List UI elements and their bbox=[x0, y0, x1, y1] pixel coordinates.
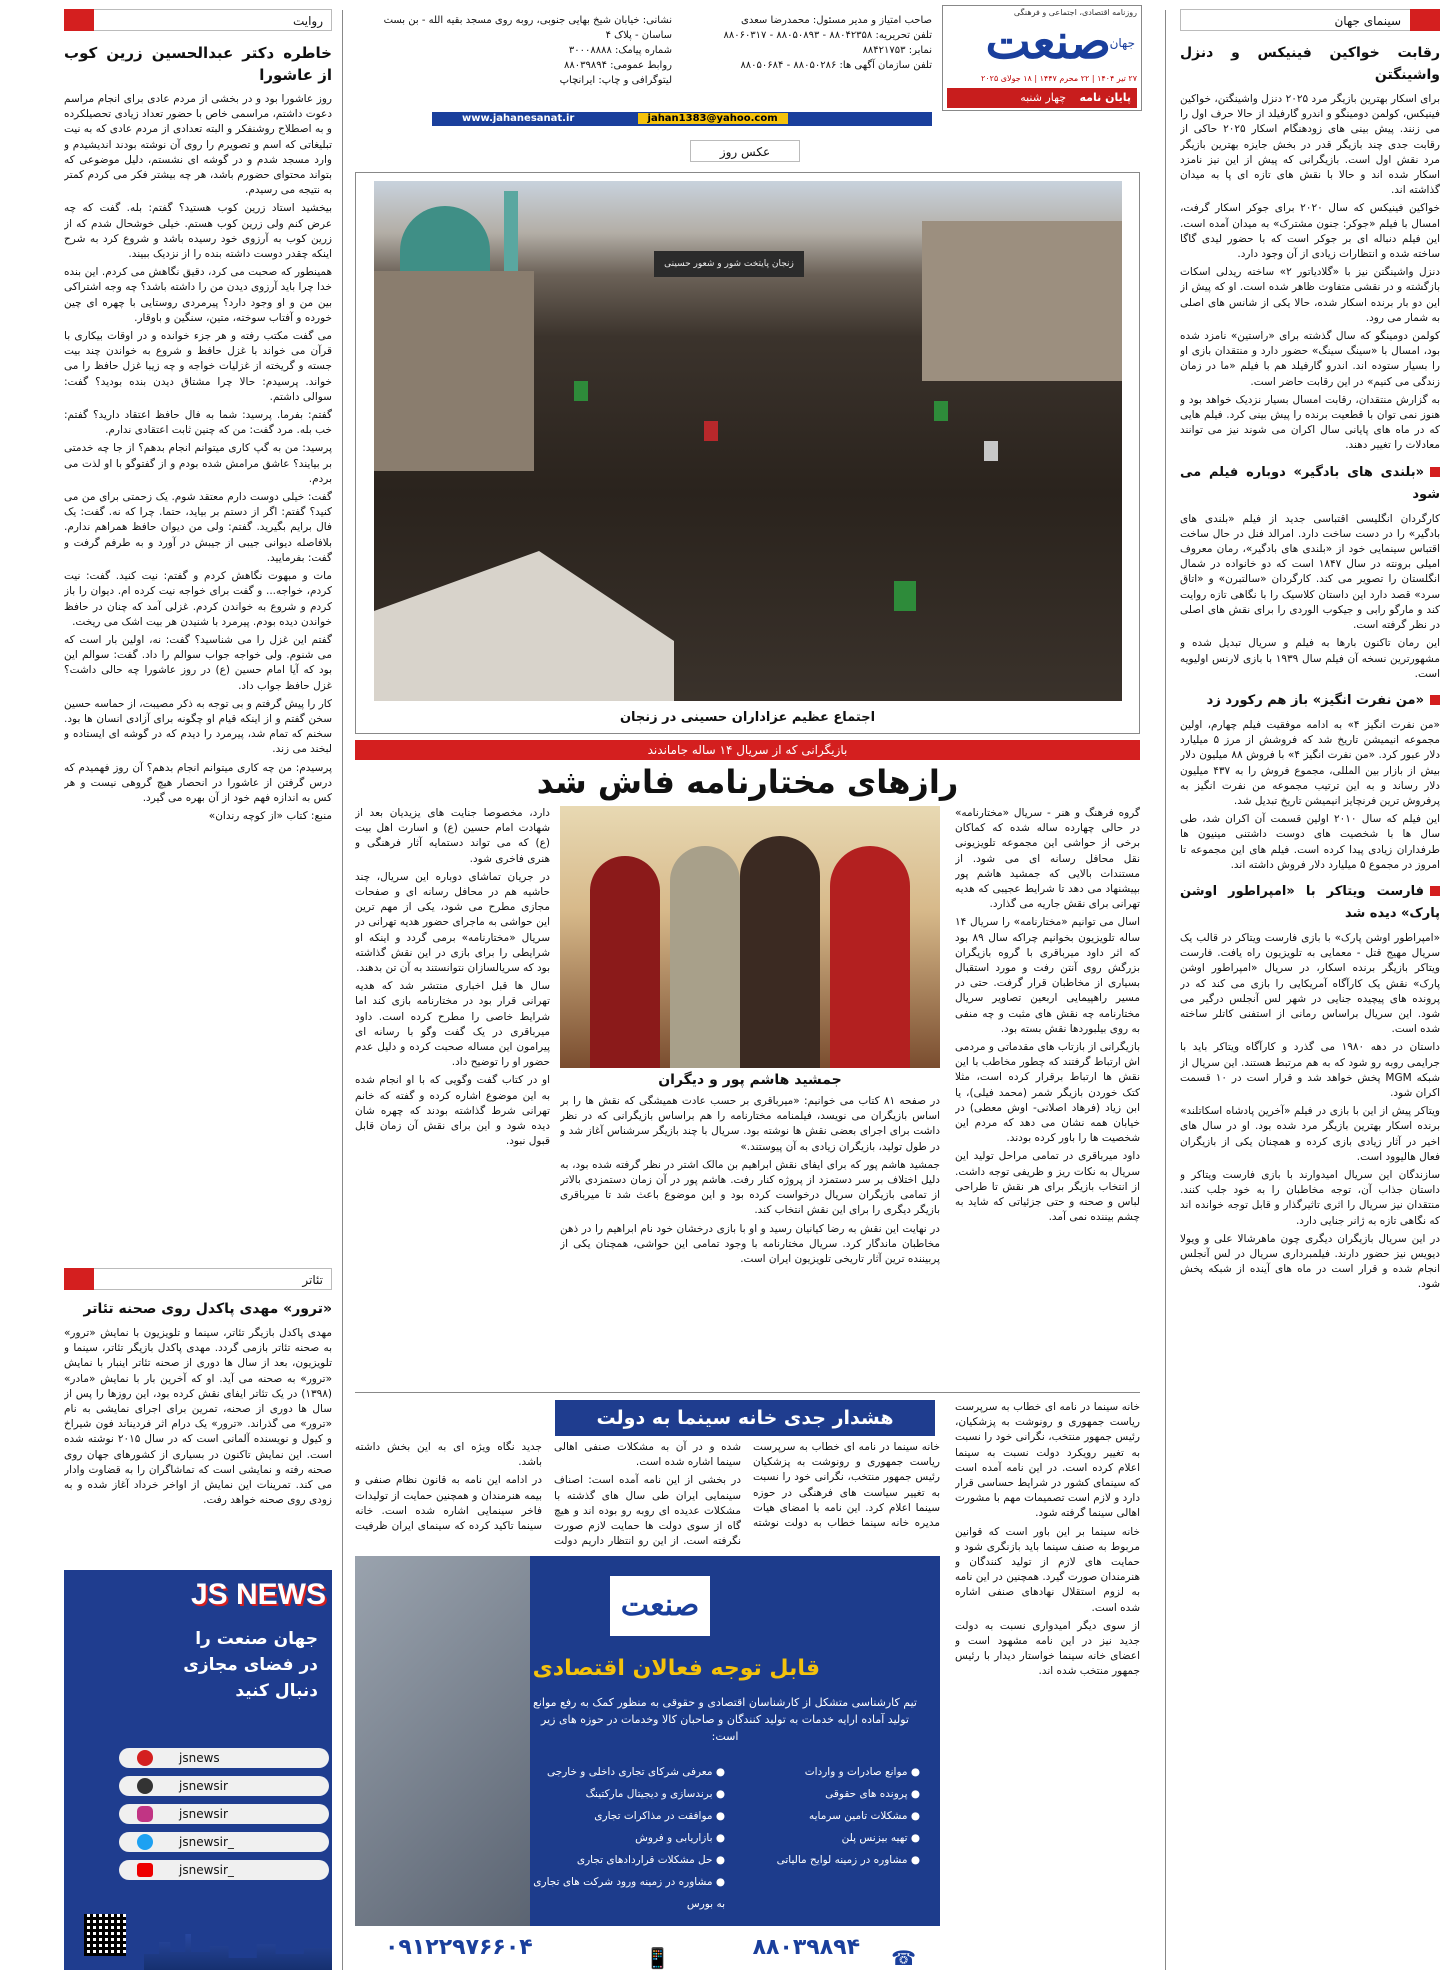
phone-icon: ☎ bbox=[891, 1946, 916, 1970]
jsnews-ad-logo bbox=[191, 1578, 326, 1612]
column-divider bbox=[1165, 10, 1166, 1970]
article-paragraph: منبع: کتاب «از کوچه رندان» bbox=[208, 810, 332, 823]
service-item: ● بازاریابی و فروش bbox=[635, 1832, 725, 1844]
services-ad-phone1[interactable]: ۸۸۰۳۹۸۹۴ bbox=[752, 1935, 860, 1960]
section-tag-label: روایت bbox=[292, 14, 323, 28]
flag-icon bbox=[574, 381, 588, 401]
story-paragraph: او در کتاب گفت وگویی که با او انجام شده به این موضوع اشاره کرده و گفته که خانم تهرانی شرط گذاشته بودند که چهره شان دیده شود و این برای نقش آن زمان قابل قبول نبود. bbox=[355, 1074, 550, 1148]
service-item: ● مشاوره در زمینه لوایح مالیاتی bbox=[776, 1854, 920, 1866]
story-paragraph: در نهایت این نقش به رضا کیانیان رسید و او با بازی درخشان خود نام ابراهیم را در ذهن مخاطبان ماندگار کرد. سریال مختارنامه با وجود تمامی این حواشی، همچنان یکی از پربیننده ترین آثار تاریخی تلویزیون ایران است. bbox=[560, 1222, 940, 1266]
article-paragraph: پرسیدم: من چه کاری میتوانم انجام بدهم؟ آن روز فهمیدم که درس گرفتن از عاشورا در انحصار هیچ گروهی نیست و هر کس به اندازه فهم خود از آن بهره می گیرد. bbox=[64, 761, 332, 804]
service-item: ● پرونده های حقوقی bbox=[825, 1788, 920, 1800]
theater-column bbox=[64, 1294, 332, 1550]
warning-story-body bbox=[355, 1440, 940, 1550]
services-ad-phone2[interactable]: ۰۹۱۲۲۹۷۶۶۰۴ bbox=[385, 1935, 533, 1960]
section-tag-marker bbox=[1410, 9, 1440, 31]
divider bbox=[355, 1392, 1140, 1393]
section-tag-label: تئاتر bbox=[302, 1273, 323, 1287]
photo-frame bbox=[355, 172, 1140, 734]
article-paragraph: می گفت مکتب رفته و هر جزء خوانده و در اوقات بیکاری با قرآن می خواند با غزل حافظ و شروع به خواندن چند بیت جسته و گریخته از غزلیات خواجه و چه زیبا غزل حافظ را می خواند. پرسیدم: حالا چرا مشتاق دیدن بنده بودید؟ گفت: سوالی داشتم. bbox=[64, 330, 332, 403]
story-paragraph: بازیگرانی از بازتاب های مقدماتی و مردمی اش ارتباط گرفتند که چطور مخاطب با این نقش ها ارتباط برقرار کرده است، مثلا کتک خوردن بازیگر شمر (محمد فیلی)، یا ابن زیاد (فرهاد اصلانی- اوش معطی) در خیابان همه نشان می دهد که مردم این شخصیت ها را باور کرده بودند. bbox=[955, 1041, 1140, 1145]
skyline-graphic bbox=[144, 1930, 332, 1970]
flag-icon bbox=[934, 401, 948, 421]
article-paragraph: روز عاشورا بود و در بخشی از مردم عادی برای انجام مراسم دعوت داشتم، مراسمی خاص با حضور تعداد زیادی تحصیلکرده و به اصطلاح روشنفکر و البته تعدادی از مردم عادی که به نیت تبلیغاتی که اسم و تصویرم را روی آن نوشته بودند اندیشیدم و وارد مسجد شدم و در گوشه ای نشستم، دلیل موضوعی که بتواند محتوای حضورم باشد، هر چه بیشتر فکر می کردم کمتر به نتیجه می رسیدم. bbox=[64, 93, 332, 197]
services-ad-title: قابل توجه فعالان اقتصادی bbox=[532, 1656, 820, 1681]
photo-tag-label: عکس روز bbox=[719, 145, 771, 159]
page-label bbox=[947, 88, 1137, 108]
article-paragraph: مات و مبهوت نگاهش کردم و گفتم: نیت کنید. گفت: نیت کردم، خواجه... و گفت برای خواجه نیت کرده ام. دیوان را باز کردم و شروع به خواندن کردم. غزلی آمد که چنان در حافظ خواندن دیده بودم. پیرمرد با شنیدن هر بیت اشک می ریخت. bbox=[64, 570, 332, 628]
instagram-icon bbox=[137, 1806, 153, 1822]
flag-icon bbox=[984, 441, 998, 461]
service-item: ● حل مشکلات قراردادهای تجاری bbox=[576, 1854, 725, 1866]
main-story-title: رازهای مختارنامه فاش شد bbox=[536, 763, 959, 801]
rooftop-foreground bbox=[374, 551, 674, 701]
qr-code-icon bbox=[84, 1914, 126, 1956]
service-item: ● مشکلات تامین سرمایه bbox=[809, 1810, 920, 1822]
twitter-icon bbox=[137, 1834, 153, 1850]
address-line: نشانی: خیابان شیخ بهایی جنوبی، روبه روی مسجد بقیه الله - بن بست ساسان - پلاک ۴ bbox=[383, 15, 672, 41]
story-subtitle: جمشید هاشم پور و دیگران bbox=[658, 1072, 842, 1088]
main-story-col-right bbox=[955, 806, 1140, 1386]
jsnews-ad-line1: جهان صنعت را bbox=[195, 1629, 318, 1649]
social-handle: jsnewsir_ bbox=[179, 1863, 234, 1877]
warning-story-title: هشدار جدی خانه سینما به دولت پزشکیان bbox=[596, 1407, 894, 1465]
building-right bbox=[922, 221, 1122, 381]
article-title: «من نفرت انگیز» باز هم رکورد زد bbox=[1180, 690, 1440, 712]
email-link[interactable]: jahan1383@yahoo.com bbox=[638, 113, 788, 124]
story-paragraph: خانه سینما بر این باور است که قوانین مربوط به صنف سینما باید بازنگری شود و حمایت های لازم از تولید کنندگان و هنرمندان صورت گیرد. همچنین در این نامه به لزوم استقلال نهادهای صنفی اشاره شده است. bbox=[955, 1525, 1140, 1614]
event-banner bbox=[654, 251, 804, 277]
social-link[interactable] bbox=[119, 1832, 329, 1852]
article-paragraph: کار را پیش گرفتم و بی توجه به ذکر مصیبت، از حماسه حسین سخن گفتم و از اینکه قیام او چگونه برای آزادی انسان ها بود. سخنم که تمام شد، پیرمرد را دیدم که در گوشه ای ایستاده و لبخند می زند. bbox=[64, 697, 332, 756]
event-banner-text: زنجان پایتخت شور و شعور حسینی bbox=[664, 259, 794, 269]
story-paragraph: داود میرباقری در تمامی مراحل تولید این سریال به نکات ریز و ظریفی توجه داشت. از انتخاب بازیگر برای هر نقش تا طراحی لباس و صحنه و حتی جزئیاتی که شاید به چشم بیننده نمی آمد. bbox=[955, 1150, 1140, 1224]
publisher-note: صاحب امتیاز و مدیر مسئول: محمدرضا سعدی bbox=[741, 15, 932, 26]
services-ad-photo bbox=[355, 1556, 530, 1926]
right-column bbox=[1180, 38, 1440, 1973]
main-story-col-left bbox=[560, 1094, 940, 1384]
article-paragraph: داستان در دهه ۱۹۸۰ می گذرد و کارآگاه ویتاکر باید با جرایمی روبه رو شود که به هم مرتبط هستند. این سریال از شبکه MGM پخش خواهد شد و قرار است در ۱۰ قسمت اکران شود. bbox=[1180, 1041, 1440, 1099]
social-link[interactable] bbox=[119, 1776, 329, 1796]
article-paragraph: گفتم این غزل را می شناسید؟ گفت: نه، اولین بار است که می شنوم. ولی خواجه جواب سوالم را داد. گفت: سوالم این بود که آیا امام حسین (ع) در روز عاشورا چه حالی داشت؟ غزل حافظ جواب داد. bbox=[64, 633, 332, 692]
article-paragraph: «من نفرت انگیز ۴» به ادامه موفقیت فیلم چهارم، اولین مجموعه انیمیشن تاریخ شد که فروشش از مرز ۵ میلیارد دلار عبور کرد. «من نفرت انگیز ۴» با فروش ۸۸ میلیون دلار بیش از بازار بین المللی، مجموع فروش را به ۴۳۷ میلیون دلار رساند و به این ترتیب مجموعه من نفرت انگیز به پرفروش ترین فرنچایز انیمیشن تاریخ تبدیل شد. bbox=[1180, 718, 1440, 807]
jsnews-ad-headline bbox=[183, 1626, 318, 1704]
masthead-info-left bbox=[357, 13, 672, 88]
story-paragraph: در صفحه ۸۱ کتاب می خوانیم: «میرباقری بر حسب عادت همیشگی که نقش ها را بر اساس بازیگران می نویسد، فیلمنامه مختارنامه را هم براساس بازیگرانی که در نظر داشت برای اجرای بعضی نقش ها نوشته بود. سریال با چند بازیگر سرشناس آغاز شد و در طول تولید، بازیگران زیادی به آن پیوستند.» bbox=[560, 1095, 940, 1153]
service-item: ● موافقت در مذاکرات تجاری bbox=[594, 1810, 725, 1822]
story-paragraph: سال ها قبل اخباری منتشر شد که هدیه تهرانی قرار بود در مختارنامه بازی کند اما شرایط خاصی را مطرح کرده است. داود میرباقری در یک گفت وگو با رسانه ای پیرامون این مساله صحبت کرده و دلیل عدم حضور او را توضیح داد. bbox=[355, 980, 550, 1069]
story-paragraph: دارد، مخصوصا جنایت های یزیدیان بعد از شهادت امام حسین (ع) و اسارت اهل بیت (ع) که می تواند دستمایه آثار فرهنگی و هنری فاخری شود. bbox=[355, 807, 550, 865]
section-tag-marker bbox=[64, 1268, 94, 1290]
jsnews-ad-line2: در فضای مجازی bbox=[183, 1655, 318, 1675]
main-story-col-middle bbox=[355, 806, 550, 1386]
service-item: ● برندسازی و دیجیتال مارکتینگ bbox=[585, 1788, 725, 1800]
fax-line: نمابر: ۸۸۴۲۱۷۵۳ bbox=[862, 45, 932, 56]
print-line: لیتوگرافی و چاپ: ایرانچاپ bbox=[559, 75, 672, 86]
column-divider bbox=[342, 10, 343, 1970]
service-item: ● مشاوره در زمینه ورود شرکت های تجاری به بورس bbox=[533, 1876, 725, 1910]
article-paragraph: به گزارش منتقدان، رقابت امسال بسیار نزدیک خواهد بود و هنوز نمی توان با قطعیت برنده را پیش بینی کرد. فیلم هایی که در ماه های پایانی سال اکران می شوند نیز می توانند معادلات را تغییر دهند. bbox=[1180, 393, 1440, 452]
article-paragraph: بیخشید استاد زرین کوب هستید؟ گفتم: بله. گفت که چه عرض کنم ولی زرین کوب هستم. خیلی خوشحال شدم که از زرین کوب به آرزوی خود رسیده باشد و شروع کرد به شرح اینکه چقدر دوست داشته بنده را از نزدیک ببیند. bbox=[64, 202, 332, 261]
article-paragraph: ویتاکر پیش از این با بازی در فیلم «آخرین پادشاه اسکاتلند» برنده اسکار بهترین بازیگر مرد شده بود. او در سال های اخیر در آثار زیادی بازی کرده و همچنان یکی از بازیگران فعال هالیوود است. bbox=[1180, 1105, 1440, 1163]
service-item: ● تهیه بیزنس پلن bbox=[841, 1832, 920, 1844]
youtube-icon bbox=[137, 1863, 153, 1877]
section-tag-world-cinema bbox=[1180, 9, 1440, 31]
article-paragraph: «امپراطور اوشن پارک» با بازی فارست ویتاکر در قالب یک سریال مهیج قتل - معمایی به تلویزیون راه یافت. فارست ویتاکر بازیگر برنده اسکار، در سریال «امپراطور اوشن پارک» نقش یک کارآگاه آمریکایی را بازی می کند که در پرونده های پیچیده جنایی در شهر لس آنجلس درگیر می شود. این سریال براساس رمانی از استفنی کاتلر ساخته شده است. bbox=[1180, 931, 1440, 1036]
article-paragraph: در این سریال بازیگران دیگری چون ماهرشالا علی و ویولا دیویس نیز حضور دارند. فیلمبرداری سریال در لس آنجلس انجام شده و قرار است در ماه های آینده از شبکه پخش شود. bbox=[1180, 1232, 1440, 1291]
section-tag-label: سینمای جهان bbox=[1334, 14, 1401, 28]
crowd-photo bbox=[374, 181, 1122, 701]
article-paragraph: برای اسکار بهترین بازیگر مرد ۲۰۲۵ دنزل واشینگتن، خواکین فینیکس، کولمن دومینگو و اندرو گارفیلد از حالا حرف اول را می زنند. پیش بینی های زودهنگام اسکار ۲۰۲۵ حاکی از رقابت جدی چند بازیگر قدر در بخش جایزه بهترین بازیگر مرد نقش اول است. بازیگرانی که پیش از این نیز نامزد اسکار شده اند و حالا با نقش های تازه ای پا به میدان گذاشته اند. bbox=[1180, 93, 1440, 197]
theater-title: «ترور» مهدی پاکدل روی صحنه تئاتر bbox=[83, 1301, 332, 1317]
jsnews-ad-links bbox=[119, 1740, 329, 1888]
services-ad-list-left bbox=[525, 1761, 725, 1915]
masthead-logo-sub: جهان bbox=[1109, 36, 1135, 50]
warning-story-side bbox=[955, 1400, 1140, 1970]
photo-caption: اجتماع عظیم عزاداران حسینی در زنجان bbox=[619, 710, 876, 725]
social-icon bbox=[137, 1750, 153, 1766]
social-link[interactable] bbox=[119, 1748, 329, 1768]
sms-line: شماره پیامک: ۳۰۰۰۸۸۸۸ bbox=[568, 45, 672, 56]
services-ad-brand: صنعت bbox=[610, 1576, 710, 1636]
article-paragraph: گفت: خیلی دوست دارم معتقد شوم. یک زحمتی برای من می کنید؟ گفتم: اگر از دستم بر بیاید، حتما. چرا که نه. گفت: یک فال برایم بگیرید. گفتم: ولی من دیوان حافظ همراهم ندارم. بلافاصله دیوانی جیبی از جیبش در آورد و به طرفم گرفت و گفت: بفرمایید. bbox=[64, 491, 332, 564]
section-tag-marker bbox=[64, 9, 94, 31]
article-title: «بلندی های بادگیر» دوباره فیلم می شود bbox=[1180, 462, 1440, 506]
jsnews-ad-line3: دنبال کنید bbox=[235, 1681, 318, 1701]
website-link[interactable]: www.jahanesanat.ir bbox=[462, 113, 575, 124]
mobile-icon: 📱 bbox=[645, 1946, 670, 1970]
article-paragraph: همینطور که صحبت می کرد، دقیق نگاهش می کردم. این بنده خدا چرا باید آرزوی دیدن من را داشته باشد؟ چه وجه اشتراکی بین من و او وجود دارد؟ پیرمردی روستایی با چهره ای چین خورده و آفتاب سوخته، متین، سنگین و باوقار. bbox=[64, 266, 332, 324]
article-paragraph: سازندگان این سریال امیدوارند با بازی فارست ویتاکر و داستان جذاب آن، توجه مخاطبان را به خود جلب کنند. منتقدان نیز سریال را اثری تاثیرگذار و قابل توجه خوانده اند که نگاهی تازه به ژانر جنایی دارد. bbox=[1180, 1168, 1440, 1227]
actor-figure bbox=[590, 856, 660, 1068]
ads-phone-line: تلفن سازمان آگهی ها: ۸۸۰۵۰۲۸۶ - ۸۸۰۵۰۶۸۴ bbox=[740, 60, 932, 71]
story-paragraph: در بخشی از این نامه آمده است: اصناف سینمایی ایران طی سال های گذشته با مشکلات عدیده ای روبه رو بوده اند و هیچ گاه از سوی دولت ها حمایت لازم صورت نگرفته است. از این رو انتظار داریم دولت جدید نگاه ویژه ای به این بخش داشته باشد. bbox=[355, 1441, 741, 1548]
article-paragraph: کارگردان انگلیسی اقتباسی جدید از فیلم «بلندی های بادگیر» را در دست ساخت دارد. امرالد فنل در حال ساخت اقتباس سینمایی خود از «بلندی های بادگیر»، رمان معروف امیلی برونته در سال ۱۸۴۷ است که دو خانواده در شمال انگلستان را تصویر می کند. کارگردان «سالتبرن» و «اتاق سرد» قصد دارد این داستان کلاسیک را با نگاهی تازه روایت کند و مارگو رابی و جیکوب الوردی را برای نقش های اصلی در نظر گرفته است. bbox=[1180, 512, 1440, 632]
left-column bbox=[64, 38, 332, 1268]
masthead bbox=[352, 5, 1142, 124]
section-tag-theater bbox=[64, 1268, 332, 1290]
story-paragraph: گروه فرهنگ و هنر - سریال «مختارنامه» در حالی چهارده ساله شده که کماکان برخی از حواشی این مجموعه تلویزیونی نقل محافل رسانه ای می شود. از مستندات بالایی که جمشید هاشم پور بپیشنهاد می دهد تا شرایط عجیبی که هدیه تهرانی برای نقش جاریه می گذارد. bbox=[955, 807, 1140, 911]
masthead-logo: صنعت bbox=[985, 14, 1111, 70]
social-icon bbox=[137, 1778, 153, 1794]
social-link[interactable] bbox=[119, 1804, 329, 1824]
story-paragraph: خانه سینما در نامه ای خطاب به سرپرست ریاست جمهوری و رونوشت به پزشکیان، رئیس جمهور منتخب، نگرانی خود را نسبت به تغییر رویکرد دولت نسبت به سینما اعلام کرده است. در این نامه آمده است که سینمای کشور در شرایط حساسی قرار دارد و لازم است تصمیمات مهم با مشورت اهالی سینما گرفته شود. bbox=[955, 1401, 1140, 1520]
contact-bar bbox=[432, 112, 932, 126]
article-paragraph: کولمن دومینگو که سال گذشته برای «راستین» نامزد شده بود، امسال با «سینگ سینگ» حضور دارد و منتقدان بازی او را بسیار ستوده اند. اندرو گارفیلد هم با فیلم «ما در زمان زندگی می کنیم» در این رقابت حاضر است. bbox=[1180, 330, 1440, 388]
article-paragraph: خواکین فینیکس که سال ۲۰۲۰ برای جوکر اسکار گرفت، امسال با فیلم «جوکر: جنون مشترک» به میدان آمده است. این فیلم دنباله ای بر جوکر است که با حضور لیدی گاگا ساخته شده و انتظارات زیادی از آن وجود دارد. bbox=[1180, 202, 1440, 261]
service-item: ● موانع صادرات و واردات bbox=[804, 1766, 920, 1778]
actor-figure bbox=[830, 846, 910, 1068]
jsnews-ad-logo-text: JS NEWS bbox=[190, 1578, 326, 1611]
actor-figure bbox=[670, 846, 740, 1068]
masthead-info-right bbox=[682, 13, 932, 73]
warning-story-title-bar bbox=[555, 1400, 935, 1465]
masthead-date: ۲۷ تیر ۱۴۰۴ | ۲۲ محرم ۱۴۴۷ | ۱۸ جولای ۲۰۲۵ bbox=[981, 74, 1137, 83]
story-photo bbox=[560, 806, 940, 1068]
page-label-text: پایان نامه bbox=[1079, 91, 1131, 104]
article-paragraph: این فیلم که سال ۲۰۱۰ اولین قسمت آن اکران شد، طی سال ها با شخصیت های دوست داشتنی مینیون ها طرفداران زیادی پیدا کرده است. فیلم های این مجموعه تا امروز در مجموع ۵ میلیارد دلار فروش داشته اند. bbox=[1180, 813, 1440, 871]
article-paragraph: دنزل واشینگتن نیز با «گلادیاتور ۲» ساخته ریدلی اسکات بازگشته و در نقشی متفاوت ظاهر شده است. او که پیش از این دو بار برنده اسکار شده، حالا یکی از شانس های اصلی به شمار می رود. bbox=[1180, 266, 1440, 324]
masthead-info bbox=[357, 13, 932, 93]
article-paragraph: پرسید: من به گپ کاری میتوانم انجام بدهم؟ از جا چه خدمتی بر بیایند؟ عاشق مرامش شده بودم و از گفتوگو با او لذت می بردم. bbox=[64, 442, 332, 485]
article-paragraph: این رمان تاکنون بارها به فیلم و سریال تبدیل شده و مشهورترین نسخه آن فیلم سال ۱۹۳۹ با بازی لارنس اولیویه است. bbox=[1180, 637, 1440, 680]
services-ad-desc: تیم کارشناسی متشکل از کارشناسان اقتصادی و حقوقی به منظور کمک به رفع موانع تولید آماده ارایه خدمات به تولید کنندگان و صاحبان کالا وخدمات در حوزه های زیر است: bbox=[533, 1696, 917, 1743]
photo-tag bbox=[690, 140, 800, 162]
article-body bbox=[64, 92, 332, 824]
page-label-sub: چهار شنبه bbox=[1020, 91, 1067, 104]
article-title: رقابت خواکین فینیکس و دنزل واشینگتن bbox=[1180, 45, 1440, 83]
services-ad-phone-bar bbox=[355, 1926, 940, 1970]
social-handle: jsnewsir bbox=[179, 1807, 228, 1821]
masthead-tagline: روزنامه اقتصادی، اجتماعی و فرهنگی bbox=[1013, 8, 1137, 17]
mosque-dome bbox=[400, 206, 490, 276]
story-paragraph: خانه سینما در نامه ای خطاب به سرپرست ریاست جمهوری و رونوشت به پزشکیان رئیس جمهور منتخب، نگرانی خود را نسبت به تغییر سیاست های فرهنگی در حوزه سینما اعلام کرد. این نامه با امضای هیات مدیره خانه سینما خطاب به دولت نوشته شده و در آن به مشکلات صنفی اهالی سینما اشاره شده است. bbox=[554, 1441, 940, 1530]
flag-icon bbox=[894, 581, 916, 611]
main-story-kicker bbox=[355, 740, 1140, 760]
services-ad-list-right bbox=[730, 1761, 920, 1871]
service-item: ● معرفی شرکای تجاری داخلی و خارجی bbox=[546, 1766, 725, 1778]
story-paragraph: از سوی دیگر امیدواری نسبت به دولت جدید نیز در این نامه مشهود است و اعضای خانه سینما خواستار دیدار با رئیس جمهور منتخب شده اند. bbox=[955, 1619, 1140, 1678]
section-tag-revayat bbox=[64, 9, 332, 31]
pr-line: روابط عمومی: ۸۸۰۳۹۸۹۴ bbox=[563, 60, 672, 71]
article-title: خاطره دکتر عبدالحسین زرین کوب از عاشورا bbox=[64, 44, 332, 84]
actor-figure bbox=[740, 836, 820, 1068]
social-link[interactable] bbox=[119, 1860, 329, 1880]
building-left bbox=[374, 271, 534, 471]
story-paragraph: اسال می توانیم «مختارنامه» را سریال ۱۴ ساله تلویزیون بخوانیم چراکه سال ۸۹ بود که اثر داود میرباقری با گروه بازیگران بزرگش روی آنتن رفت و مورد استقبال بسیاری از مخاطبان قرار گرفت. حتی در مسیر راهپیمایی اربعین تصاویر سریال مختارنامه چه نقش های مثبت و چه منفی به روی بیلبوردها نقش بسته بود. bbox=[955, 916, 1140, 1035]
social-handle: jsnewsir bbox=[179, 1779, 228, 1793]
social-handle: jsnewsir_ bbox=[179, 1835, 234, 1849]
main-story-kicker-text: بازیگرانی که از سریال ۱۴ ساله جاماندند bbox=[647, 743, 848, 757]
article-title: فارست ویتاکر با «امپراطور اوشن پارک» دیده شد bbox=[1180, 881, 1440, 925]
phone-line: تلفن تحریریه: ۸۸۰۴۲۳۵۸ - ۸۸۰۵۰۸۹۳ - ۸۸۰۶۰۳۱۷ bbox=[723, 30, 932, 41]
jsnews-ad bbox=[64, 1570, 332, 1970]
story-paragraph: جمشید هاشم پور که برای ایفای نقش ابراهیم بن مالک اشتر در نظر گرفته شده بود، به دلیل اختلاف بر سر دستمزد از پروژه کنار رفت. هاشم پور در آن زمان دستمزدی بالاتر از تمامی بازیگران سریال درخواست کرده بود و این موضوع باعث شد تا میرباقری بازیگر دیگری را برای این نقش انتخاب کند. bbox=[560, 1158, 940, 1217]
flag-icon bbox=[704, 421, 718, 441]
services-ad bbox=[355, 1556, 940, 1970]
masthead-logo-box bbox=[942, 5, 1142, 111]
story-paragraph: در جریان تماشای دوباره این سریال، چند حاشیه هم در محافل رسانه ای و صفحات مجازی مطرح می شود، یکی از مهم ترین این حواشی به ماجرای حضور هدیه تهرانی در سریال «مختارنامه» برمی گردد و اینکه او شرایطی را برای بازی در این نقش گذاشته بود که سریالسازان نتوانستند به آن تن بدهند. bbox=[355, 870, 550, 975]
theater-body: مهدی پاکدل بازیگر تئاتر، سینما و تلویزیون با نمایش «ترور» به صحنه تئاتر بازمی گردد. مهدی پاکدل بازیگر تئاتر، سینما و تلویزیون، بعد از سال ها دوری از صحنه تئاتر اینبار با نمایش «ترور» به صحنه می آید. او که آخرین بار با نمایش «مادر» (۱۳۹۸) در یک تئاتر ایفای نقش کرده بود، این روزها را پس از سال ها دوری از صحنه، تمرین برای اجرای نمایشی به نام «ترور» می گذراند. «ترور» یک درام اثر فردیناند فون شیراخ و کیول و نویسنده آلمانی است که در سال ۲۰۱۵ نوشته شده است. این نمایش تاکنون در بسیاری از کشورهای جهان روی صحنه رفته و نمایشی است که تماشاگران را به قضاوت وادار می کند. تمرینات این نمایش از اواخر خرداد آغاز شده و به زودی روی صحنه خواهد رفت. bbox=[64, 1327, 332, 1507]
story-paragraph: در ادامه این نامه به قانون نظام صنفی و بیمه هنرمندان و همچنین حمایت از تولیدات فاخر سینمایی اشاره شده است. خانه سینما تاکید کرده که سینمای ایران ظرفیت bbox=[355, 1474, 542, 1533]
article-paragraph: گفتم: بفرما. پرسید: شما به فال حافظ اعتقاد دارید؟ گفتم: خب بله. مرد گفت: من که چنین ثابت اعتقادی ندارم. bbox=[64, 409, 332, 437]
social-handle: jsnews bbox=[179, 1751, 220, 1765]
